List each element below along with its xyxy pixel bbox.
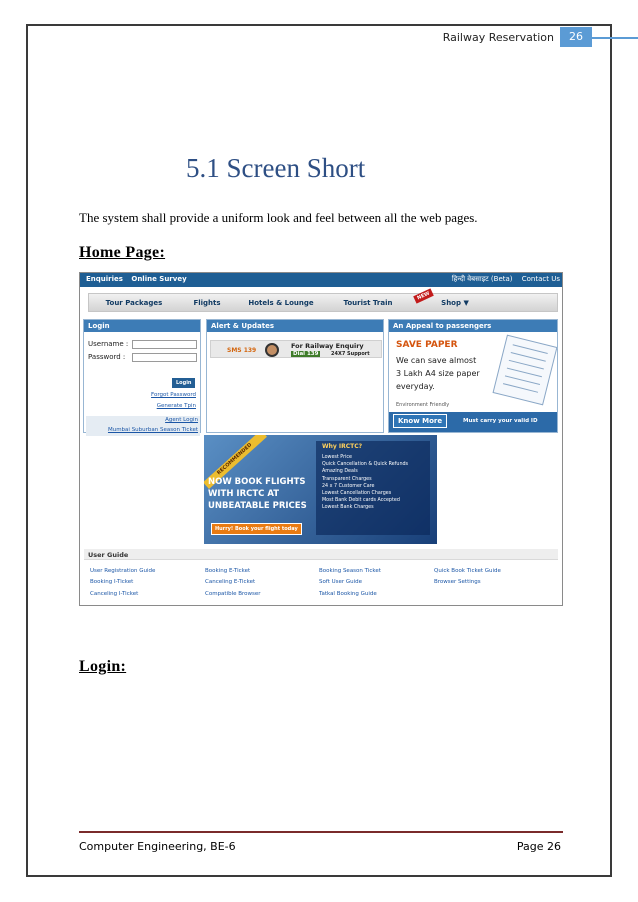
- section-heading: 5.1 Screen Short: [186, 153, 366, 183]
- why-irctc-box: [316, 441, 430, 535]
- guide-link[interactable]: Canceling I-Ticket: [90, 591, 139, 597]
- why-item: Amazing Deals: [322, 469, 358, 475]
- nav-shop[interactable]: Shop ▼: [441, 299, 469, 307]
- guide-link[interactable]: Browser Settings: [434, 579, 481, 585]
- why-item: Transparent Charges: [322, 476, 372, 482]
- ad-line-3: UNBEATABLE PRICES: [208, 501, 307, 511]
- book-flight-button[interactable]: Hurry! Book your flight today: [211, 523, 302, 535]
- appeal-line-2: 3 Lakh A4 size paper: [396, 369, 480, 378]
- season-ticket-link[interactable]: Mumbai Suburban Season Ticket: [107, 427, 198, 433]
- generate-tpin-link[interactable]: Generate Tpin: [156, 403, 196, 409]
- footer-rule: [79, 831, 563, 833]
- online-survey-link[interactable]: Online Survey: [131, 275, 187, 283]
- guide-link[interactable]: Compatible Browser: [205, 591, 261, 597]
- nav-hotels-lounge[interactable]: Hotels & Lounge: [248, 299, 314, 307]
- running-header-title: Railway Reservation: [442, 31, 554, 44]
- forgot-password-link[interactable]: Forgot Password: [151, 392, 196, 398]
- why-item: Lowest Cancellation Charges: [322, 491, 392, 497]
- guide-link[interactable]: User Registration Guide: [90, 568, 156, 574]
- alerts-panel: [206, 319, 384, 433]
- user-guide-title: User Guide: [88, 551, 129, 559]
- username-input[interactable]: [132, 340, 197, 349]
- hindi-website-link[interactable]: हिन्दी वेबसाइट (Beta): [451, 275, 513, 283]
- alerts-panel-title: Alert & Updates: [207, 320, 383, 332]
- guide-link[interactable]: Canceling E-Ticket: [205, 579, 256, 585]
- header-accent-line: [592, 37, 638, 39]
- why-item: 24 x 7 Customer Care: [322, 483, 375, 489]
- user-guide-header: [84, 549, 558, 560]
- why-item: Most Bank Debit cards Accepted: [322, 498, 400, 504]
- know-more-button[interactable]: Know More: [393, 414, 447, 428]
- running-header-page-number: 26: [560, 27, 592, 47]
- guide-link[interactable]: Booking Season Ticket: [319, 568, 381, 574]
- new-badge: NEW: [413, 288, 434, 303]
- appeal-line-1: We can save almost: [396, 356, 477, 365]
- valid-id-tagline: Must carry your valid ID: [463, 418, 538, 424]
- site-top-bar: [80, 273, 563, 287]
- appeal-line-3: everyday.: [396, 382, 435, 391]
- login-panel: [83, 319, 201, 433]
- sms-139-text: SMS 139: [227, 347, 257, 354]
- enquiries-link[interactable]: Enquiries: [86, 275, 123, 283]
- login-button[interactable]: Login: [172, 378, 195, 388]
- railway-enquiry-text: For Railway Enquiry: [291, 342, 364, 350]
- guide-link[interactable]: Tatkal Booking Guide: [319, 591, 377, 597]
- environment-note: Environment Friendly: [396, 402, 450, 408]
- appeal-footer-bar: [389, 412, 557, 432]
- username-label: Username :: [88, 340, 129, 348]
- nav-flights[interactable]: Flights: [193, 299, 221, 307]
- agent-login-link[interactable]: Agent Login: [165, 417, 198, 423]
- why-item: Lowest Bank Charges: [322, 505, 374, 511]
- paper-document-icon: [493, 335, 558, 406]
- headset-icon: [265, 343, 279, 357]
- flight-booking-ad[interactable]: [204, 435, 437, 544]
- login-label: Login:: [79, 658, 127, 675]
- appeal-panel-title: An Appeal to passengers: [389, 320, 557, 332]
- guide-link[interactable]: Soft User Guide: [319, 579, 363, 585]
- railway-enquiry-banner[interactable]: [210, 340, 382, 358]
- guide-link[interactable]: Quick Book Ticket Guide: [434, 568, 501, 574]
- why-item: Lowest Price: [322, 455, 353, 460]
- dial-139-text: Dial 139: [293, 351, 319, 357]
- footer-page-number: Page 26: [516, 840, 561, 853]
- home-page-screenshot: [79, 272, 563, 606]
- home-page-label: Home Page:: [79, 244, 166, 261]
- save-paper-heading: SAVE PAPER: [396, 340, 458, 350]
- guide-link[interactable]: Booking I-Ticket: [90, 579, 134, 585]
- site-nav-bar: [88, 290, 558, 312]
- guide-link[interactable]: Booking E-Ticket: [205, 568, 251, 574]
- why-irctc-title: Why IRCTC?: [322, 443, 363, 450]
- ad-line-2: WITH IRCTC AT: [208, 489, 280, 499]
- support-text: 24X7 Support: [331, 351, 370, 357]
- nav-tourist-train[interactable]: Tourist Train: [343, 299, 393, 307]
- appeal-panel: [388, 319, 558, 433]
- footer-left: Computer Engineering, BE-6: [79, 840, 236, 853]
- nav-tour-packages[interactable]: Tour Packages: [105, 299, 163, 307]
- password-input[interactable]: [132, 353, 197, 362]
- intro-paragraph: The system shall provide a uniform look and feel between all the web pages.: [79, 210, 478, 225]
- ad-line-1: NOW BOOK FLIGHTS: [208, 477, 306, 487]
- login-panel-footer: [86, 416, 200, 436]
- login-panel-title: Login: [84, 320, 200, 332]
- contact-us-link[interactable]: Contact Us: [521, 275, 560, 283]
- password-label: Password :: [88, 353, 126, 361]
- recommended-ribbon: RECOMMENDED: [204, 435, 267, 489]
- why-item: Quick Cancellation & Quick Refunds: [322, 462, 409, 468]
